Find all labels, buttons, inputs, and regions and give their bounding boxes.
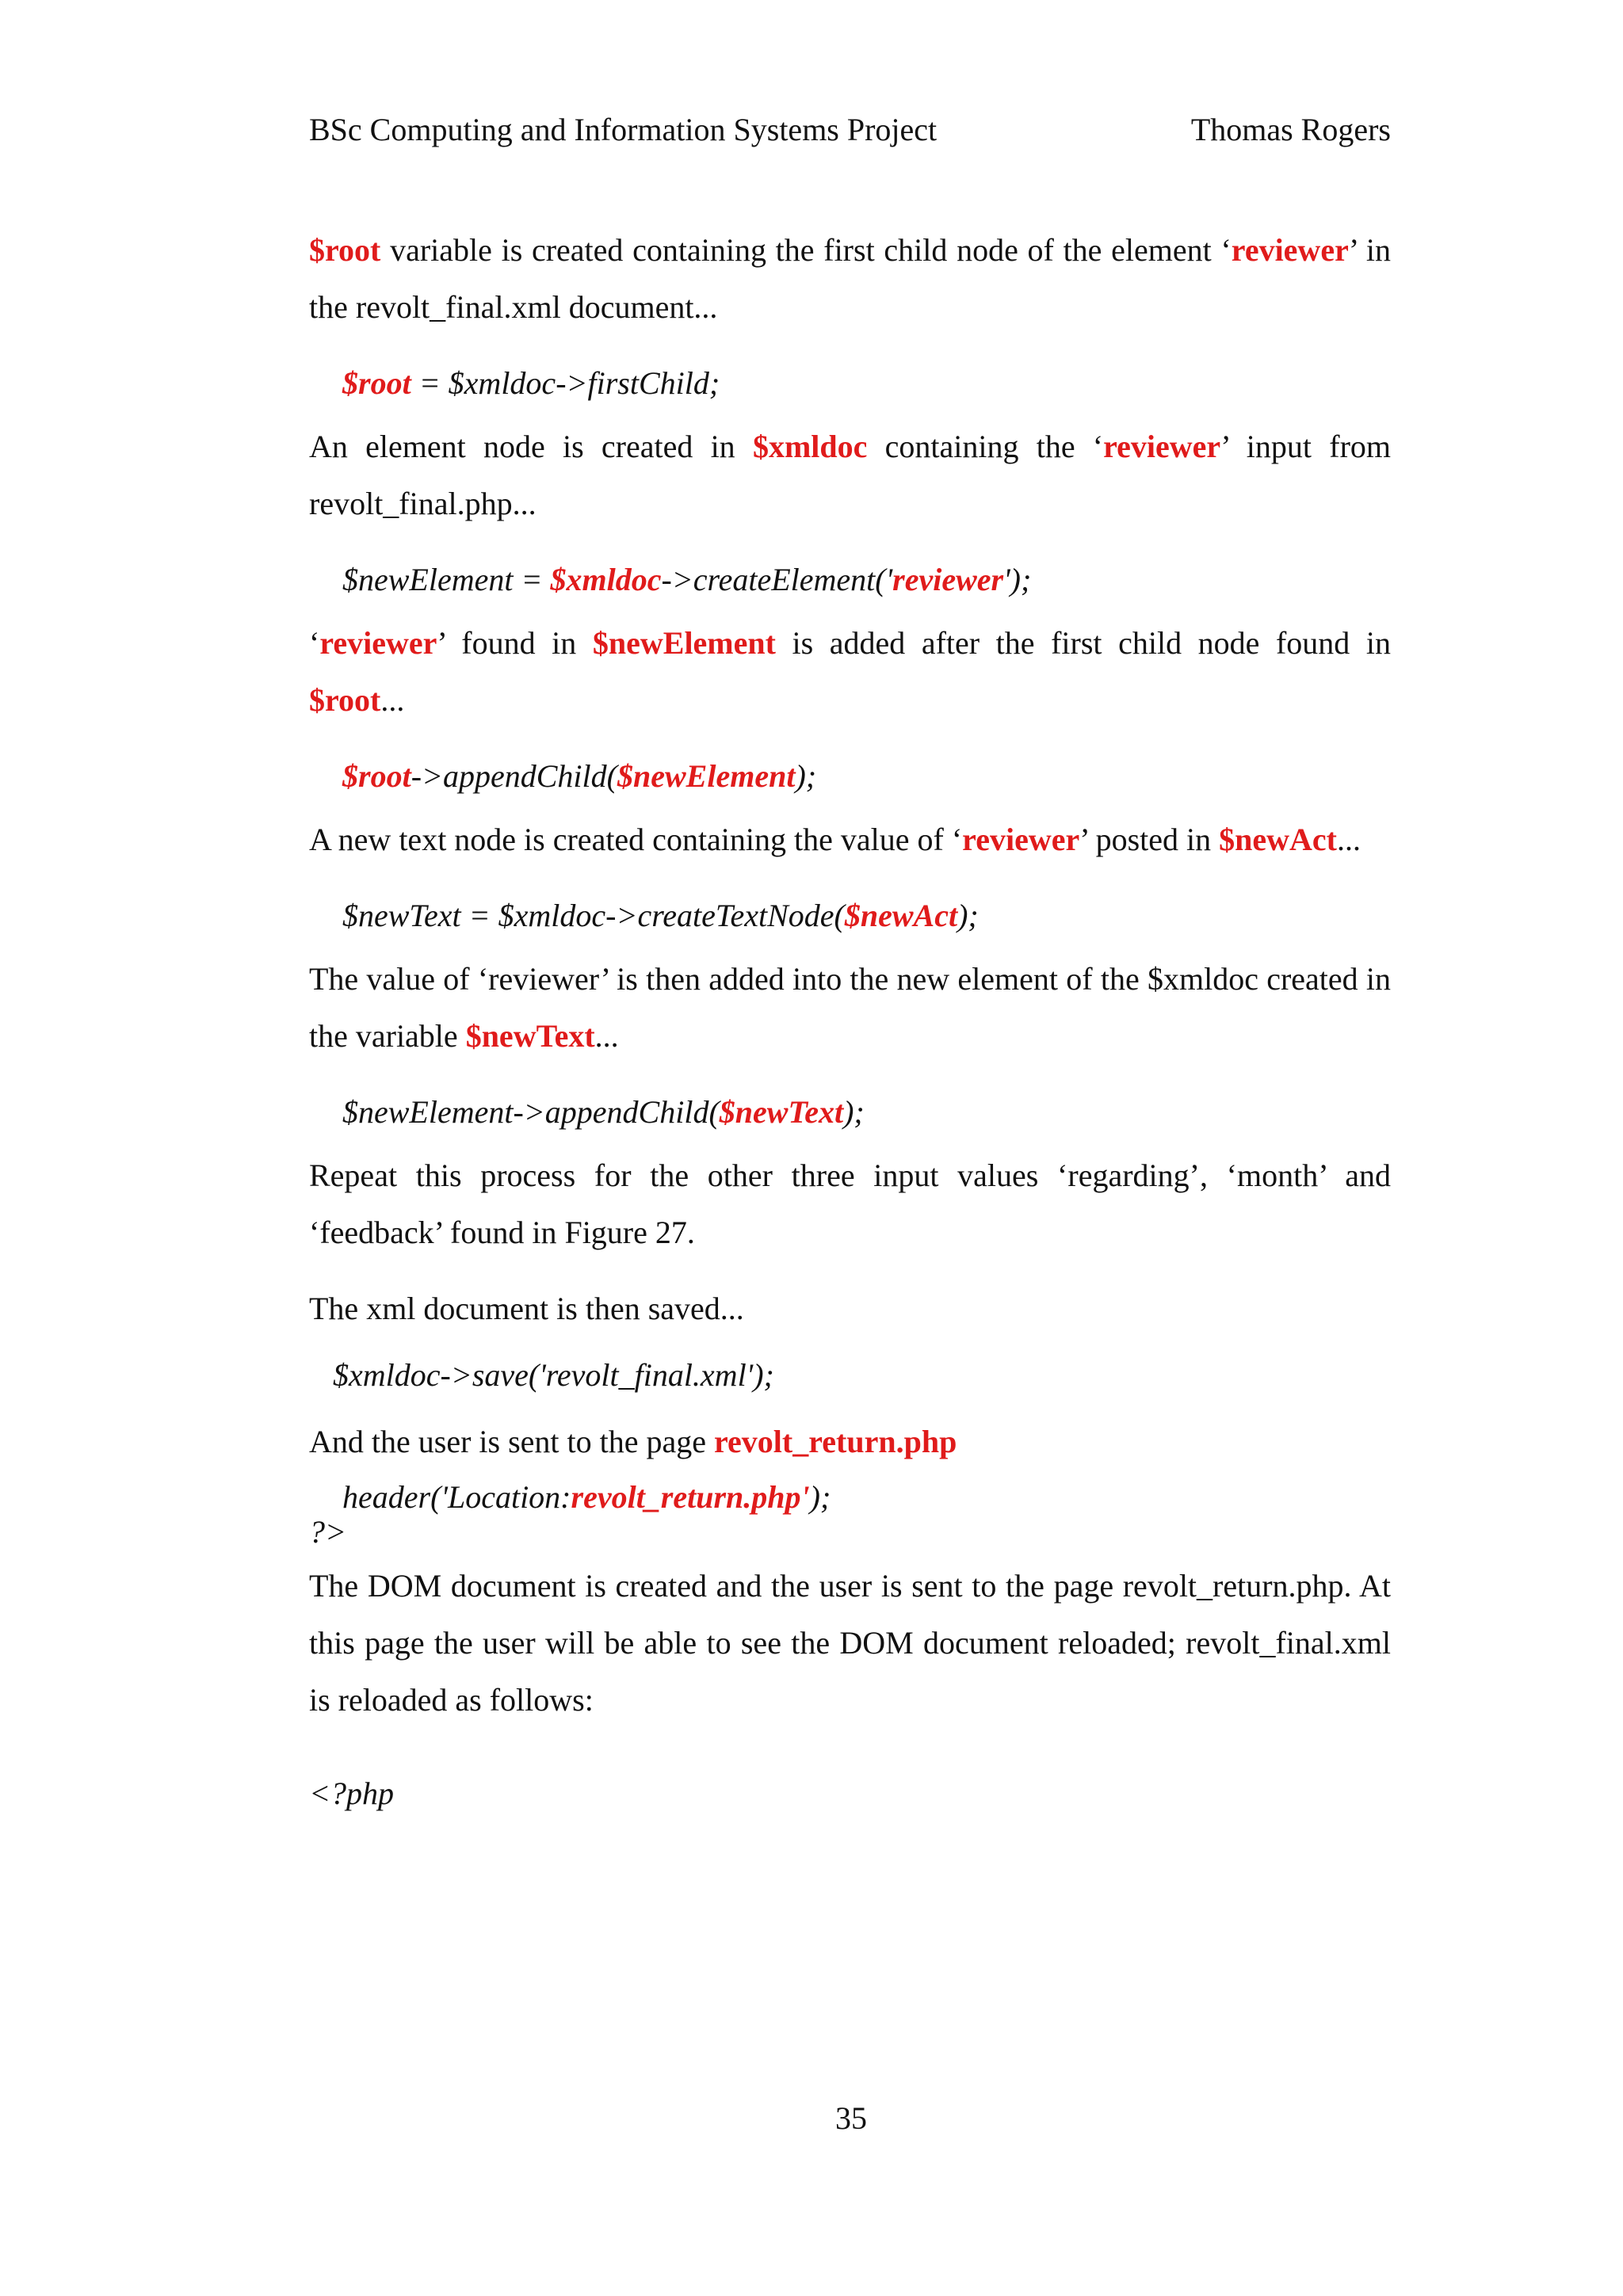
code-highlight-root: $root — [342, 758, 411, 794]
code-span: header('Location: — [342, 1479, 571, 1515]
text-span: ‘ — [309, 625, 320, 661]
code-highlight-newelement: $newElement — [617, 758, 796, 794]
code-span: ); — [957, 898, 979, 933]
highlight-xmldoc: $xmldoc — [752, 429, 868, 464]
code-line-append-child-text — [309, 1084, 1391, 1141]
code-span: ); — [809, 1479, 831, 1515]
code-line-header-location — [309, 1480, 1391, 1515]
text-span: is added after the first child node found in — [775, 625, 1391, 661]
text-span: containing the ‘ — [867, 429, 1104, 464]
paragraph-value-added — [309, 951, 1391, 1065]
text-span: ... — [380, 682, 405, 718]
text-span: variable is created containing the first child node of the element ‘ — [380, 232, 1232, 268]
highlight-root: $root — [309, 682, 381, 718]
code-span: = $xmldoc->firstChild; — [411, 365, 720, 401]
text-span: ... — [594, 1018, 619, 1054]
highlight-newact: $newAct — [1219, 822, 1337, 857]
code-line-create-element — [309, 551, 1391, 608]
code-line-php-close: ?> — [309, 1514, 346, 1550]
page-number: 35 — [835, 2100, 867, 2136]
text-span: ... — [1336, 822, 1361, 857]
code-line-create-text-node — [309, 887, 1391, 944]
text-span: ’ input from revolt_final.php... — [309, 429, 1391, 521]
code-span: $newElement = — [342, 562, 551, 597]
paragraph-element-node — [309, 418, 1391, 532]
code-span: $newText = $xmldoc->createTextNode( — [342, 898, 845, 933]
text-span: ’ in the revolt_final.xml document... — [309, 232, 1391, 325]
paragraph-dom-reloaded: The DOM document is created and the user is sent to the page revolt_return.php. At this page the user will be able to see the DOM document reloaded; revolt_final.xml is reloaded as follows: — [309, 1568, 1391, 1718]
code-span: $newElement->appendChild( — [342, 1094, 720, 1130]
code-line-append-child-element — [309, 748, 1391, 805]
text-span: ’ posted in — [1079, 822, 1220, 857]
code-span: ); — [843, 1094, 865, 1130]
page-body — [309, 222, 1391, 1822]
paragraph-document-saved: The xml document is then saved... — [309, 1291, 744, 1326]
highlight-root: $root — [309, 232, 381, 268]
text-span: ’ found in — [437, 625, 593, 661]
paragraph-redirect — [309, 1413, 1391, 1470]
code-span: ); — [795, 758, 817, 794]
code-highlight-newtext: $newText — [719, 1094, 844, 1130]
text-span: The value of ‘reviewer’ is then added into the new element of the $xmldoc created in the variable — [309, 961, 1391, 1054]
highlight-reviewer: reviewer — [962, 822, 1080, 857]
header-author: Thomas Rogers — [1190, 112, 1391, 147]
paragraph-repeat-process: Repeat this process for the other three input values ‘regarding’, ‘month’ and ‘feedback’ found in Figure 27. — [309, 1158, 1391, 1250]
highlight-newelement: $newElement — [592, 625, 776, 661]
highlight-reviewer: reviewer — [319, 625, 437, 661]
code-span: ->createElement(' — [661, 562, 893, 597]
highlight-newtext: $newText — [465, 1018, 595, 1054]
highlight-revolt-return: revolt_return.php — [714, 1424, 957, 1459]
code-highlight-newact: $newAct — [844, 898, 958, 933]
code-line-root — [309, 355, 1391, 412]
highlight-reviewer: reviewer — [1103, 429, 1221, 464]
text-span: A new text node is created containing the value of ‘ — [309, 822, 963, 857]
page-header — [309, 111, 1391, 151]
code-span: ->appendChild( — [411, 758, 617, 794]
text-span: An element node is created in — [309, 429, 753, 464]
highlight-reviewer: reviewer — [1231, 232, 1349, 268]
paragraph-text-node — [309, 811, 1391, 868]
code-span: '); — [1003, 562, 1032, 597]
code-highlight-revolt-return: revolt_return.php' — [571, 1479, 810, 1515]
paragraph-append-element — [309, 615, 1391, 729]
code-highlight-root: $root — [342, 365, 411, 401]
header-project-title: BSc Computing and Information Systems Project — [309, 112, 938, 147]
code-line-php-open: <?php — [309, 1775, 394, 1811]
paragraph-root-variable — [309, 222, 1391, 336]
text-span: And the user is sent to the page — [309, 1424, 714, 1459]
code-highlight-xmldoc: $xmldoc — [550, 562, 662, 597]
code-line-save: $xmldoc->save('revolt_final.xml'); — [333, 1357, 774, 1393]
code-highlight-reviewer: reviewer — [892, 562, 1004, 597]
